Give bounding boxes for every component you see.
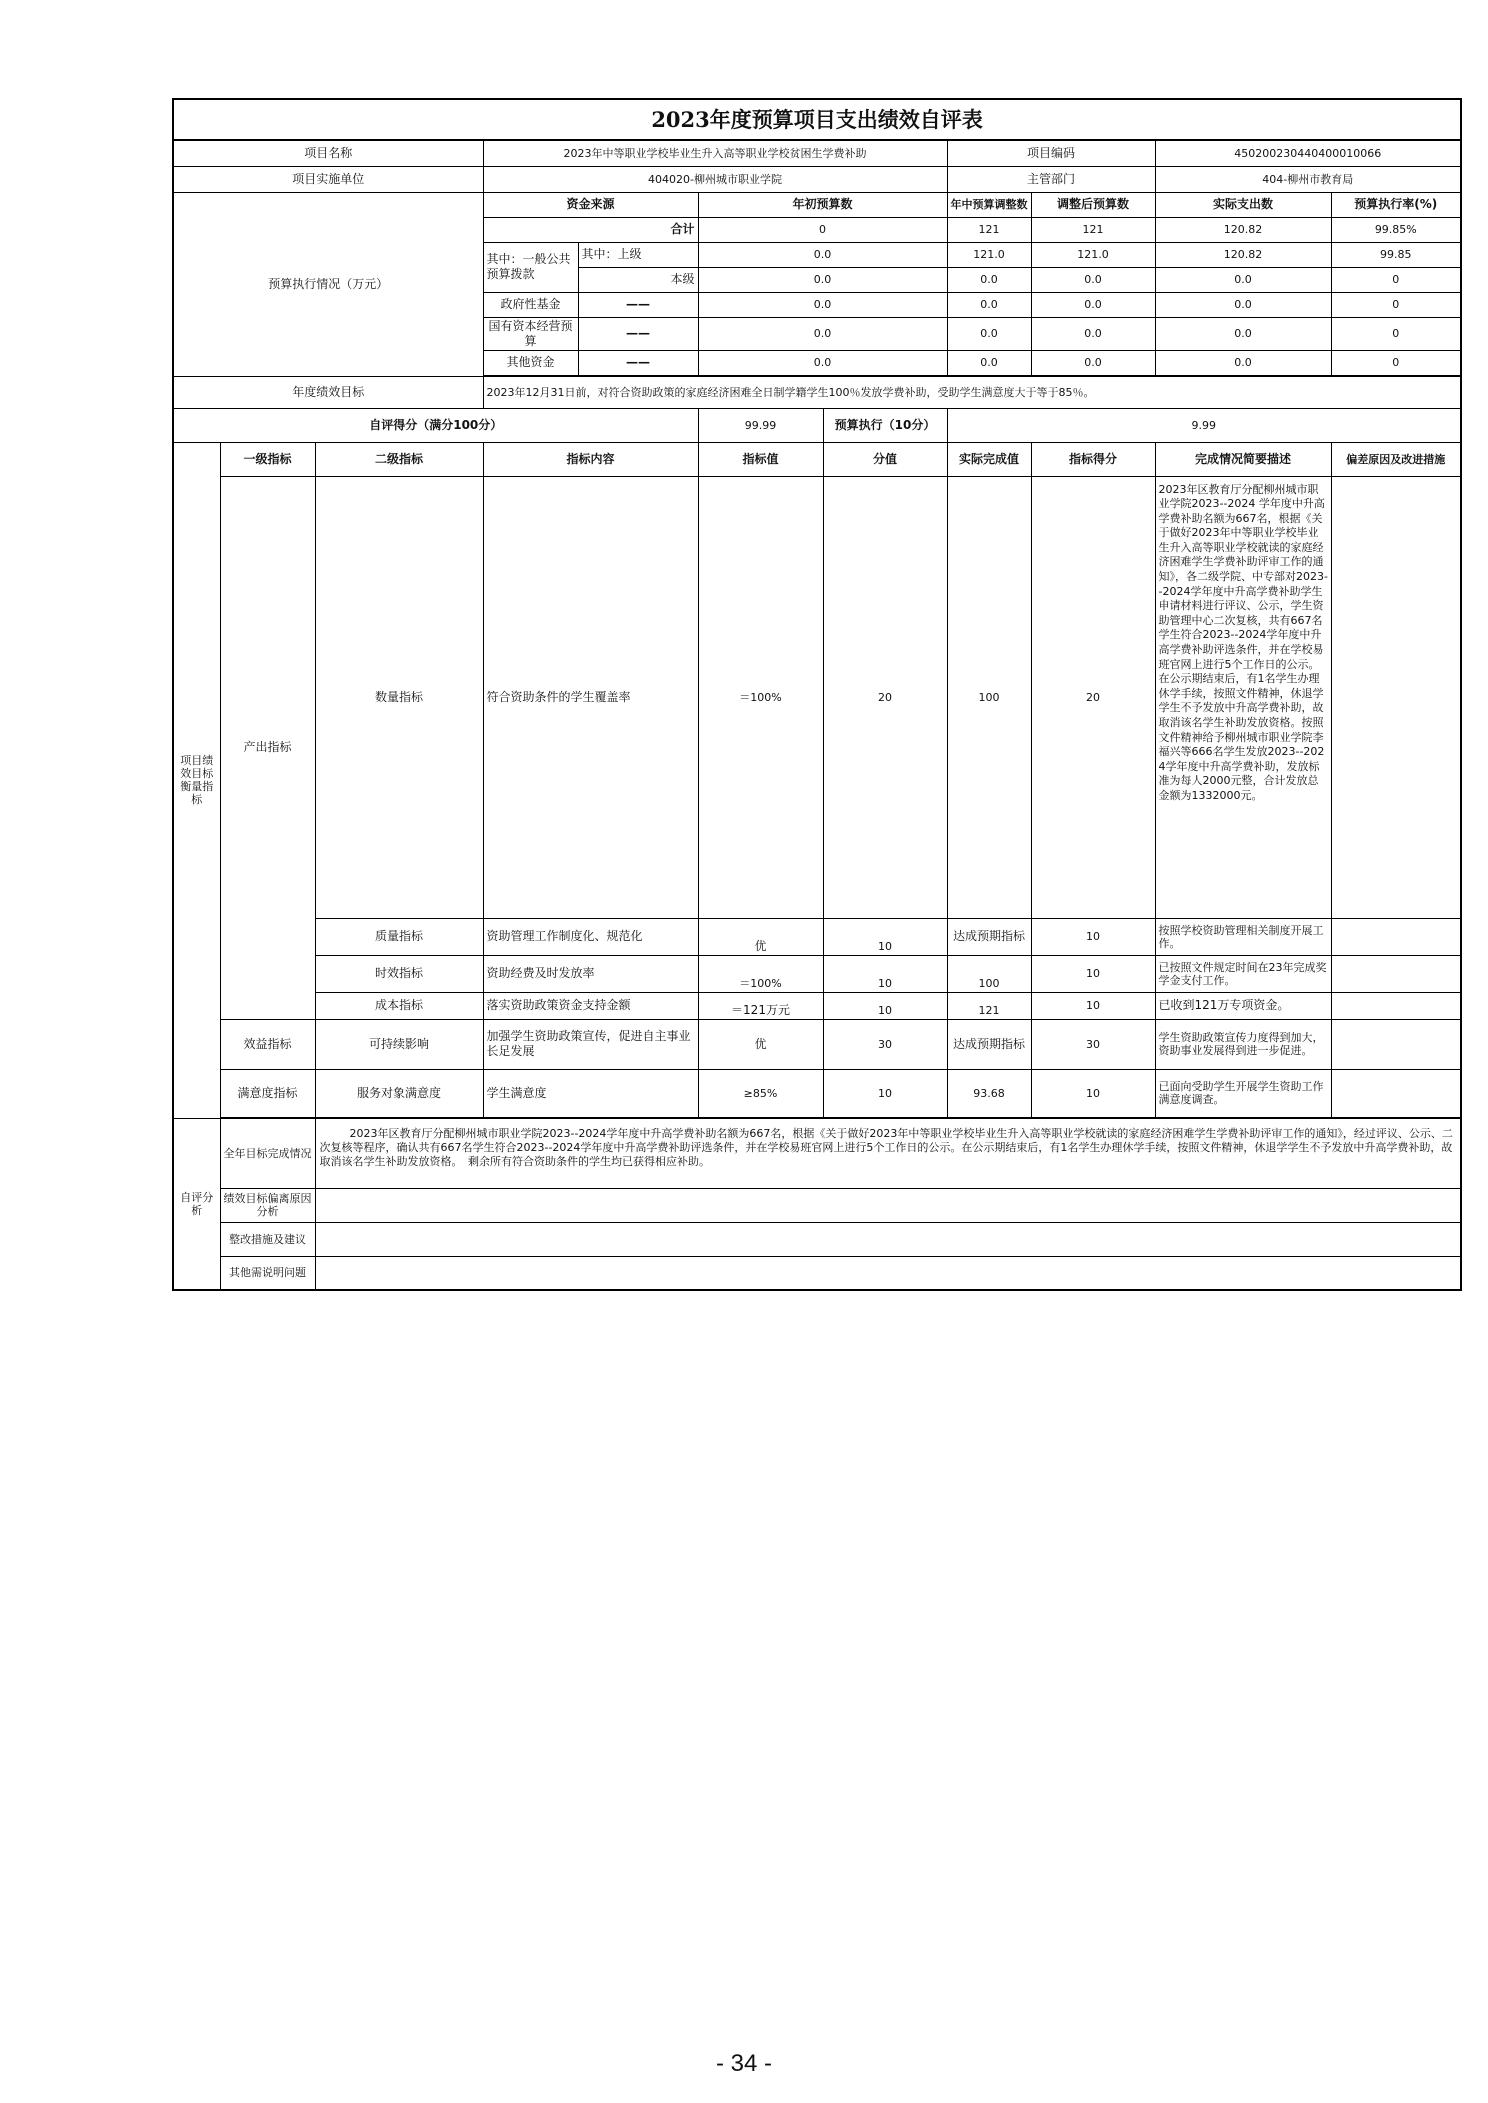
budget-general-label: 其中：一般公共预算拨款 xyxy=(483,242,578,292)
budget-local-rate: 0 xyxy=(1331,267,1461,292)
budget-local-label: 本级 xyxy=(578,267,698,292)
indicator-header-note: 偏差原因及改进措施 xyxy=(1331,442,1461,476)
indicator-level2: 数量指标 xyxy=(315,476,483,918)
indicator-level2: 可持续影响 xyxy=(315,1019,483,1069)
indicator-actual: 121 xyxy=(947,992,1031,1019)
indicator-note xyxy=(1331,1069,1461,1117)
indicator-content: 符合资助条件的学生覆盖率 xyxy=(483,476,698,918)
budget-gov-adjust: 0.0 xyxy=(947,292,1031,317)
indicator-note xyxy=(1331,955,1461,992)
evaluation-table xyxy=(172,98,1462,1291)
indicator-desc: 已面向受助学生开展学生资助工作满意度调查。 xyxy=(1155,1069,1331,1117)
other-text xyxy=(315,1256,1461,1290)
budget-local-initial: 0.0 xyxy=(698,267,947,292)
benefit-indicator-label: 效益指标 xyxy=(220,1019,315,1069)
budget-col-rate: 预算执行率(%) xyxy=(1331,192,1461,217)
indicator-weight: 10 xyxy=(823,955,947,992)
score-value: 99.99 xyxy=(698,408,823,442)
budget-gov-initial: 0.0 xyxy=(698,292,947,317)
budget-state-adjust: 0.0 xyxy=(947,317,1031,350)
budget-total-label: 合计 xyxy=(483,217,698,242)
budget-other-label: 其他资金 xyxy=(483,350,578,375)
indicator-desc: 学生资助政策宣传力度得到加大，资助事业发展得到进一步促进。 xyxy=(1155,1019,1331,1069)
budget-gov-dash: —— xyxy=(578,292,698,317)
other-label: 其他需说明问题 xyxy=(220,1256,315,1290)
indicator-level2: 服务对象满意度 xyxy=(315,1069,483,1117)
project-code-label: 项目编码 xyxy=(947,140,1155,166)
budget-total-actual: 120.82 xyxy=(1155,217,1331,242)
budget-other-actual: 0.0 xyxy=(1155,350,1331,375)
budget-local-adjust: 0.0 xyxy=(947,267,1031,292)
dept-label: 主管部门 xyxy=(947,166,1155,192)
indicator-weight: 30 xyxy=(823,1019,947,1069)
indicator-header-target: 指标值 xyxy=(698,442,823,476)
indicator-content: 资助经费及时发放率 xyxy=(483,955,698,992)
project-name: 2023年中等职业学校毕业生升入高等职业学校贫困生学费补助 xyxy=(483,140,947,166)
budget-state-rate: 0 xyxy=(1331,317,1461,350)
score-label: 自评得分（满分100分） xyxy=(173,408,698,442)
budget-exec-label: 预算执行（10分） xyxy=(823,408,947,442)
page-number: - 34 - xyxy=(715,2050,772,2077)
goal-label: 年度绩效目标 xyxy=(173,376,483,408)
performance-self-evaluation-sheet xyxy=(172,98,1460,1291)
budget-other-initial: 0.0 xyxy=(698,350,947,375)
budget-state-adjusted: 0.0 xyxy=(1031,317,1155,350)
indicator-actual: 100 xyxy=(947,955,1031,992)
indicator-score: 20 xyxy=(1031,476,1155,918)
budget-exec-value: 9.99 xyxy=(947,408,1461,442)
indicator-weight: 10 xyxy=(823,1069,947,1117)
indicator-desc: 已按照文件规定时间在23年完成奖学金支付工作。 xyxy=(1155,955,1331,992)
dept-name: 404-柳州市教育局 xyxy=(1155,166,1461,192)
budget-upper-adjust: 121.0 xyxy=(947,242,1031,267)
indicator-actual: 93.68 xyxy=(947,1069,1031,1117)
budget-local-adjusted: 0.0 xyxy=(1031,267,1155,292)
measures-label: 整改措施及建议 xyxy=(220,1222,315,1256)
unit-label: 项目实施单位 xyxy=(173,166,483,192)
budget-other-rate: 0 xyxy=(1331,350,1461,375)
self-eval-label: 自评分析 xyxy=(173,1118,220,1290)
project-name-label: 项目名称 xyxy=(173,140,483,166)
indicator-actual: 达成预期指标 xyxy=(947,1019,1031,1069)
indicator-header-desc: 完成情况简要描述 xyxy=(1155,442,1331,476)
budget-total-adjusted: 121 xyxy=(1031,217,1155,242)
budget-state-actual: 0.0 xyxy=(1155,317,1331,350)
indicator-target: ＝121万元 xyxy=(698,992,823,1019)
indicator-content: 学生满意度 xyxy=(483,1069,698,1117)
indicator-note xyxy=(1331,476,1461,918)
completion-text: 2023年区教育厅分配柳州城市职业学院2023--2024学年度中升高学费补助名额为667名，根据《关于做好2023年中等职业学校毕业生升入高等职业学校就读的家庭经济困难学生学费补助评审工作的通知》，经过评议、公示、二次复核等程序，确认共有667名学生符合2023--2024学年度中升高学费补助评选条件，并在学校易班官网上进行5个工作日的公示。在公示期结束后，有1名学生办理休学手续，按照文件精神，休退学学生不予发放中升高学费补助，故取消该名学生补助发放资格。 剩余所有符合资助条件的学生均已获得相应补助。 xyxy=(315,1118,1461,1188)
indicator-score: 10 xyxy=(1031,918,1155,955)
budget-other-adjusted: 0.0 xyxy=(1031,350,1155,375)
budget-other-adjust: 0.0 xyxy=(947,350,1031,375)
indicator-target: ＝100% xyxy=(698,476,823,918)
indicator-header-score: 指标得分 xyxy=(1031,442,1155,476)
budget-gov-actual: 0.0 xyxy=(1155,292,1331,317)
indicator-header-level1: 一级指标 xyxy=(220,442,315,476)
indicator-actual: 100 xyxy=(947,476,1031,918)
budget-state-dash: —— xyxy=(578,317,698,350)
budget-section-label: 预算执行情况（万元） xyxy=(173,192,483,376)
indicator-note xyxy=(1331,918,1461,955)
budget-upper-label: 其中：上级 xyxy=(578,242,698,267)
budget-col-adjust: 年中预算调整数 xyxy=(947,192,1031,217)
indicator-desc: 按照学校资助管理相关制度开展工作。 xyxy=(1155,918,1331,955)
indicator-header-level2: 二级指标 xyxy=(315,442,483,476)
indicator-header-actual: 实际完成值 xyxy=(947,442,1031,476)
budget-col-actual: 实际支出数 xyxy=(1155,192,1331,217)
indicator-note xyxy=(1331,992,1461,1019)
indicator-score: 10 xyxy=(1031,992,1155,1019)
budget-state-label: 国有资本经营预算 xyxy=(483,317,578,350)
goal-text: 2023年12月31日前，对符合资助政策的家庭经济困难全日制学籍学生100％发放学费补助，受助学生满意度大于等于85％。 xyxy=(483,376,1461,408)
indicator-content: 资助管理工作制度化、规范化 xyxy=(483,918,698,955)
indicator-level2: 成本指标 xyxy=(315,992,483,1019)
budget-total-adjust: 121 xyxy=(947,217,1031,242)
budget-col-source: 资金来源 xyxy=(483,192,698,217)
budget-upper-actual: 120.82 xyxy=(1155,242,1331,267)
indicator-level2: 时效指标 xyxy=(315,955,483,992)
unit-name: 404020-柳州城市职业学院 xyxy=(483,166,947,192)
budget-upper-initial: 0.0 xyxy=(698,242,947,267)
deviation-label: 绩效目标偏离原因分析 xyxy=(220,1188,315,1222)
budget-gov-label: 政府性基金 xyxy=(483,292,578,317)
completion-label: 全年目标完成情况 xyxy=(220,1118,315,1188)
satisfaction-indicator-label: 满意度指标 xyxy=(220,1069,315,1117)
budget-total-rate: 99.85% xyxy=(1331,217,1461,242)
budget-upper-rate: 99.85 xyxy=(1331,242,1461,267)
indicator-header-weight: 分值 xyxy=(823,442,947,476)
indicator-actual: 达成预期指标 xyxy=(947,918,1031,955)
indicator-content: 落实资助政策资金支持金额 xyxy=(483,992,698,1019)
budget-col-adjusted: 调整后预算数 xyxy=(1031,192,1155,217)
indicator-desc: 2023年区教育厅分配柳州城市职业学院2023--2024 学年度中升高学费补助名额为667名，根据《关于做好2023年中等职业学校毕业生升入高等职业学校就读的家庭经济困难学生学费补助评审工作的通知》，各二级学院、中专部对2023--2024学年度中升高学费补助学生申请材料进行评议、公示，学生资助管理中心二次复核，共有667名学生符合2023--2024学年度中升高学费补助评选条件，并在学校易班官网上进行5个工作日的公示。在公示期结束后，有1名学生办理休学手续，按照文件精神，休退学学生不予发放中升高学费补助，故取消该名学生补助发放资格。按照文件精神给予柳州城市职业学院李福兴等666名学生发放2023--2024学年度中升高学费补助，发放标准为每人2000元整，合计发放总金额为1332000元。 xyxy=(1155,476,1331,918)
indicator-weight: 10 xyxy=(823,992,947,1019)
indicator-header-content: 指标内容 xyxy=(483,442,698,476)
budget-col-initial: 年初预算数 xyxy=(698,192,947,217)
budget-upper-adjusted: 121.0 xyxy=(1031,242,1155,267)
deviation-text xyxy=(315,1188,1461,1222)
indicator-score: 30 xyxy=(1031,1019,1155,1069)
indicator-target: 优 xyxy=(698,1019,823,1069)
indicator-section-label: 项目绩效目标衡量指标 xyxy=(173,442,220,1118)
indicator-score: 10 xyxy=(1031,1069,1155,1117)
indicator-score: 10 xyxy=(1031,955,1155,992)
budget-gov-adjusted: 0.0 xyxy=(1031,292,1155,317)
indicator-level2: 质量指标 xyxy=(315,918,483,955)
indicator-desc: 已收到121万专项资金。 xyxy=(1155,992,1331,1019)
indicator-target: ≥85% xyxy=(698,1069,823,1117)
indicator-weight: 20 xyxy=(823,476,947,918)
project-code: 450200230440400010066 xyxy=(1155,140,1461,166)
indicator-target: ＝100% xyxy=(698,955,823,992)
indicator-content: 加强学生资助政策宣传，促进自主事业长足发展 xyxy=(483,1019,698,1069)
measures-text xyxy=(315,1222,1461,1256)
budget-other-dash: —— xyxy=(578,350,698,375)
indicator-note xyxy=(1331,1019,1461,1069)
budget-total-initial: 0 xyxy=(698,217,947,242)
indicator-weight: 10 xyxy=(823,918,947,955)
budget-state-initial: 0.0 xyxy=(698,317,947,350)
page-title: 2023年度预算项目支出绩效自评表 xyxy=(173,99,1461,140)
output-indicator-label: 产出指标 xyxy=(220,476,315,1019)
budget-gov-rate: 0 xyxy=(1331,292,1461,317)
budget-local-actual: 0.0 xyxy=(1155,267,1331,292)
indicator-target: 优 xyxy=(698,918,823,955)
